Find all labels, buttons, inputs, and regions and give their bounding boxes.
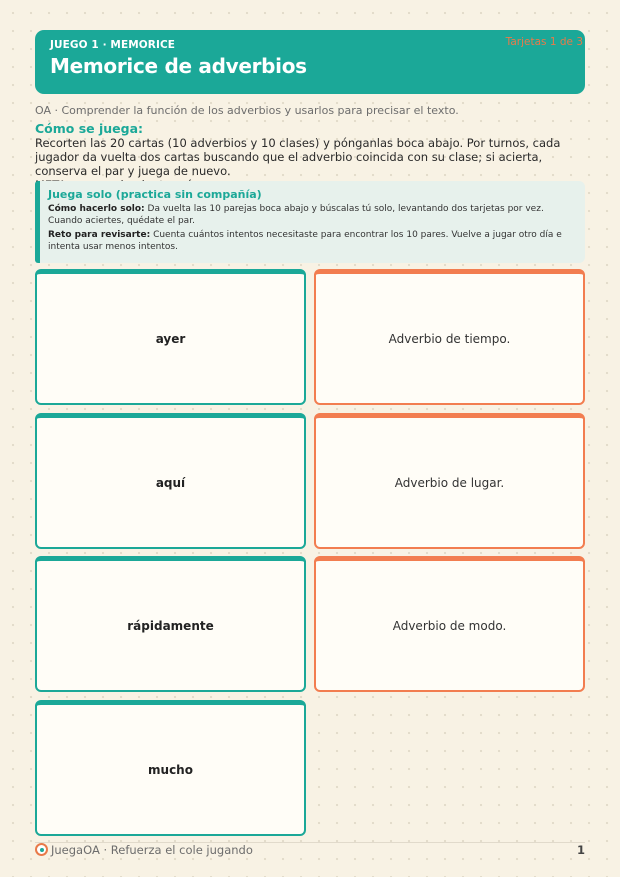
card-clue-tiempo[interactable] xyxy=(314,269,585,405)
card-text: mucho xyxy=(148,762,193,777)
solo-how-line xyxy=(48,204,577,227)
card-word-ayer[interactable] xyxy=(35,269,306,405)
brand-logo-icon xyxy=(35,843,48,856)
card-clue-modo[interactable] xyxy=(314,556,585,692)
solo-how-text: Da vuelta las 10 parejas boca abajo y búscalas tú solo, levantando dos tarjetas por vez. Cuando aciertes, quédate el par. xyxy=(48,204,544,226)
card-word-rapidamente[interactable] xyxy=(35,556,306,692)
footer-brand: JuegaOA · Refuerza el cole jugando xyxy=(51,843,253,857)
card-word-mucho[interactable] xyxy=(35,700,306,836)
card-text: aquí xyxy=(155,475,186,490)
card-text: rápidamente xyxy=(127,618,214,633)
rules-paragraph: Recorten las 20 cartas (10 adverbios y 10 clases) y pónganlas boca abajo. Por turnos, cada jugador da vuelta dos cartas buscando que el adverbio coincida con su clase; si acierta, conserva el par y juega de nuevo. xyxy=(35,136,561,178)
solo-challenge-label: Reto para revisarte: xyxy=(48,230,151,240)
page-header xyxy=(35,30,585,94)
card-text: Adverbio de tiempo. xyxy=(388,331,511,346)
card-word-aqui[interactable] xyxy=(35,413,306,549)
card-set-label: Tarjetas 1 de 3 xyxy=(505,36,583,48)
how-to-play-heading: Cómo se juega: xyxy=(35,121,144,136)
solo-challenge-text: Cuenta cuántos intentos necesitaste para encontrar los 10 pares. Vuelve a jugar otro día e intenta usar menos intentos. xyxy=(48,230,562,252)
page-number: 1 xyxy=(576,843,585,857)
card-text: Adverbio de lugar. xyxy=(394,475,505,490)
page-title: Memorice de adverbios xyxy=(50,54,307,78)
solo-challenge-line xyxy=(48,230,577,253)
learning-objective: OA · Comprender la función de los adverbios y usarlos para precisar el texto. xyxy=(35,104,459,117)
card-clue-lugar[interactable] xyxy=(314,413,585,549)
game-eyebrow: JUEGO 1 · MEMORICE xyxy=(50,39,176,51)
card-text: Adverbio de modo. xyxy=(392,618,507,633)
solo-title: Juega solo (practica sin compañía) xyxy=(48,188,262,201)
solo-play-box xyxy=(35,181,585,263)
card-text: ayer xyxy=(155,331,186,346)
solo-how-label: Cómo hacerlo solo: xyxy=(48,204,145,214)
